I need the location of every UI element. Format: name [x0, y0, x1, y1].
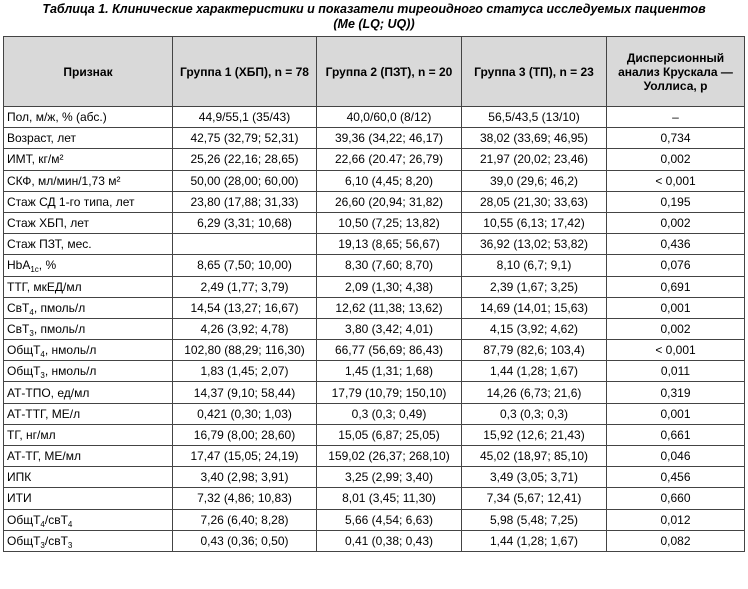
cell-group2: 40,0/60,0 (8/12) — [317, 107, 462, 128]
cell-group2: 8,30 (7,60; 8,70) — [317, 255, 462, 276]
cell-group1: 25,26 (22,16; 28,65) — [173, 149, 317, 170]
table-row — [4, 107, 745, 128]
cell-feature — [4, 340, 173, 361]
feature-unit: , нмоль/л — [44, 364, 97, 379]
cell-p-value: 0,002 — [607, 318, 745, 339]
table-row — [4, 170, 745, 191]
cell-group3: 1,44 (1,28; 1,67) — [462, 361, 607, 382]
cell-p-value: 0,002 — [607, 149, 745, 170]
table-row — [4, 149, 745, 170]
cell-feature — [4, 509, 173, 530]
cell-feature — [4, 530, 173, 551]
table-row — [4, 361, 745, 382]
feature-subscript: 4 — [67, 519, 73, 529]
cell-p-value: 0,456 — [607, 467, 745, 488]
cell-group3: 56,5/43,5 (13/10) — [462, 107, 607, 128]
feature-subscript: 3 — [40, 371, 45, 381]
cell-group1: 14,37 (9,10; 58,44) — [173, 382, 317, 403]
cell-group1: 23,80 (17,88; 31,33) — [173, 191, 317, 212]
cell-feature — [4, 403, 173, 424]
feature-subscript: 1c — [30, 265, 39, 275]
cell-group1: 7,26 (6,40; 8,28) — [173, 509, 317, 530]
cell-p-value: 0,195 — [607, 191, 745, 212]
cell-p-value: < 0,001 — [607, 340, 745, 361]
cell-feature — [4, 424, 173, 445]
cell-group2: 17,79 (10,79; 150,10) — [317, 382, 462, 403]
table-row — [4, 424, 745, 445]
cell-feature — [4, 297, 173, 318]
feature-label: АТ-ТГ, МЕ/мл — [7, 449, 82, 464]
feature-subscript: 3 — [40, 540, 45, 550]
cell-group2: 1,45 (1,31; 1,68) — [317, 361, 462, 382]
cell-group3: 5,98 (5,48; 7,25) — [462, 509, 607, 530]
cell-group1: 102,80 (88,29; 116,30) — [173, 340, 317, 361]
cell-group3: 45,02 (18,97; 85,10) — [462, 446, 607, 467]
clinical-characteristics-table — [3, 36, 745, 552]
feature-label: Возраст, лет — [7, 131, 76, 146]
cell-group2: 10,50 (7,25; 13,82) — [317, 212, 462, 233]
cell-feature — [4, 488, 173, 509]
feature-unit: /свТ — [44, 512, 68, 527]
feature-label: ОбщТ — [7, 512, 41, 527]
header-kruskal-wallis-p: Дисперсионный анализ Крускала — Уоллиса, p — [607, 37, 745, 107]
feature-subscript: 4 — [29, 307, 34, 317]
cell-group1: 50,00 (28,00; 60,00) — [173, 170, 317, 191]
feature-label: Пол, м/ж, % (абс.) — [7, 110, 107, 125]
table-row — [4, 191, 745, 212]
cell-p-value: 0,319 — [607, 382, 745, 403]
cell-p-value: 0,660 — [607, 488, 745, 509]
cell-group1 — [173, 234, 317, 255]
cell-p-value: < 0,001 — [607, 170, 745, 191]
cell-group1: 2,49 (1,77; 3,79) — [173, 276, 317, 297]
caption-title: Таблица 1. Клинические характеристики и показатели тиреоидного статуса исследуемых пациентов — [42, 2, 706, 16]
feature-unit: , % — [38, 258, 57, 273]
cell-group3: 39,0 (29,6; 46,2) — [462, 170, 607, 191]
table-row — [4, 276, 745, 297]
feature-label: ИМТ, кг/м² — [7, 152, 64, 167]
cell-feature — [4, 128, 173, 149]
cell-p-value: 0,661 — [607, 424, 745, 445]
cell-feature — [4, 234, 173, 255]
table-row — [4, 128, 745, 149]
cell-group2: 8,01 (3,45; 11,30) — [317, 488, 462, 509]
cell-feature — [4, 318, 173, 339]
feature-label: HbA — [7, 258, 31, 273]
feature-subscript: 4 — [40, 519, 45, 529]
feature-unit: , пмоль/л — [33, 321, 86, 336]
cell-group1: 8,65 (7,50; 10,00) — [173, 255, 317, 276]
caption-subtitle: (Me (LQ; UQ)) — [333, 17, 415, 31]
feature-label: ОбщТ — [7, 343, 41, 358]
header-group1: Группа 1 (ХБП), n = 78 — [173, 37, 317, 107]
cell-group2: 3,80 (3,42; 4,01) — [317, 318, 462, 339]
cell-group3: 28,05 (21,30; 33,63) — [462, 191, 607, 212]
table-caption — [0, 2, 748, 32]
cell-group1: 44,9/55,1 (35/43) — [173, 107, 317, 128]
cell-group2: 3,25 (2,99; 3,40) — [317, 467, 462, 488]
cell-feature — [4, 467, 173, 488]
table-body — [4, 107, 745, 552]
table-row — [4, 509, 745, 530]
feature-label: АТ-ТТГ, МЕ/л — [7, 406, 81, 421]
cell-group2: 2,09 (1,30; 4,38) — [317, 276, 462, 297]
cell-group1: 3,40 (2,98; 3,91) — [173, 467, 317, 488]
cell-group1: 6,29 (3,31; 10,68) — [173, 212, 317, 233]
cell-feature — [4, 191, 173, 212]
cell-feature — [4, 170, 173, 191]
cell-group1: 42,75 (32,79; 52,31) — [173, 128, 317, 149]
cell-group2: 19,13 (8,65; 56,67) — [317, 234, 462, 255]
table-row — [4, 212, 745, 233]
cell-feature — [4, 212, 173, 233]
feature-label: ОбщТ — [7, 364, 41, 379]
cell-feature — [4, 255, 173, 276]
feature-label: ИПК — [7, 470, 32, 485]
cell-group3: 10,55 (6,13; 17,42) — [462, 212, 607, 233]
header-group3: Группа 3 (ТП), n = 23 — [462, 37, 607, 107]
table-row — [4, 382, 745, 403]
cell-group2: 22,66 (20.47; 26,79) — [317, 149, 462, 170]
cell-group3: 14,69 (14,01; 15,63) — [462, 297, 607, 318]
cell-feature — [4, 149, 173, 170]
cell-group3: 8,10 (6,7; 9,1) — [462, 255, 607, 276]
cell-group1: 1,83 (1,45; 2,07) — [173, 361, 317, 382]
cell-group3: 3,49 (3,05; 3,71) — [462, 467, 607, 488]
feature-label: ТТГ, мкЕД/мл — [7, 279, 82, 294]
table-header-row — [4, 37, 745, 107]
cell-p-value: 0,076 — [607, 255, 745, 276]
feature-label: Стаж ХБП, лет — [7, 216, 90, 231]
cell-group3: 1,44 (1,28; 1,67) — [462, 530, 607, 551]
cell-group1: 4,26 (3,92; 4,78) — [173, 318, 317, 339]
cell-group1: 0,421 (0,30; 1,03) — [173, 403, 317, 424]
cell-feature — [4, 276, 173, 297]
cell-group1: 14,54 (13,27; 16,67) — [173, 297, 317, 318]
table-row — [4, 403, 745, 424]
cell-group3: 14,26 (6,73; 21,6) — [462, 382, 607, 403]
cell-group2: 5,66 (4,54; 6,63) — [317, 509, 462, 530]
table-row — [4, 234, 745, 255]
cell-p-value: 0,082 — [607, 530, 745, 551]
cell-p-value: 0,012 — [607, 509, 745, 530]
cell-group2: 6,10 (4,45; 8,20) — [317, 170, 462, 191]
cell-group3: 0,3 (0,3; 0,3) — [462, 403, 607, 424]
cell-group2: 15,05 (6,87; 25,05) — [317, 424, 462, 445]
feature-label: Стаж СД 1-го типа, лет — [7, 194, 135, 209]
header-group2: Группа 2 (ПЗТ), n = 20 — [317, 37, 462, 107]
cell-p-value: 0,001 — [607, 297, 745, 318]
cell-feature — [4, 446, 173, 467]
cell-p-value: 0,011 — [607, 361, 745, 382]
cell-p-value: 0,436 — [607, 234, 745, 255]
table-row — [4, 255, 745, 276]
cell-p-value: – — [607, 107, 745, 128]
feature-label: АТ-ТПО, ед/мл — [7, 385, 90, 400]
cell-feature — [4, 107, 173, 128]
cell-p-value: 0,002 — [607, 212, 745, 233]
cell-p-value: 0,046 — [607, 446, 745, 467]
feature-label: ОбщТ — [7, 533, 41, 548]
cell-group2: 0,41 (0,38; 0,43) — [317, 530, 462, 551]
feature-unit: /свТ — [44, 533, 68, 548]
feature-subscript: 4 — [40, 350, 45, 360]
cell-group1: 7,32 (4,86; 10,83) — [173, 488, 317, 509]
feature-label: ИТИ — [7, 491, 32, 506]
cell-group3: 21,97 (20,02; 23,46) — [462, 149, 607, 170]
header-feature: Признак — [4, 37, 173, 107]
feature-label: СвТ — [7, 300, 30, 315]
cell-group3: 87,79 (82,6; 103,4) — [462, 340, 607, 361]
cell-group1: 0,43 (0,36; 0,50) — [173, 530, 317, 551]
cell-group2: 12,62 (11,38; 13,62) — [317, 297, 462, 318]
cell-group2: 39,36 (34,22; 46,17) — [317, 128, 462, 149]
table-row — [4, 318, 745, 339]
cell-group1: 17,47 (15,05; 24,19) — [173, 446, 317, 467]
table-row — [4, 488, 745, 509]
feature-label: Стаж ПЗТ, мес. — [7, 237, 92, 252]
cell-p-value: 0,734 — [607, 128, 745, 149]
cell-feature — [4, 382, 173, 403]
feature-unit: , пмоль/л — [33, 300, 86, 315]
feature-unit: , нмоль/л — [44, 343, 97, 358]
table-row — [4, 530, 745, 551]
cell-group2: 66,77 (56,69; 86,43) — [317, 340, 462, 361]
cell-feature — [4, 361, 173, 382]
feature-subscript: 3 — [67, 540, 73, 550]
cell-group3: 7,34 (5,67; 12,41) — [462, 488, 607, 509]
cell-group3: 38,02 (33,69; 46,95) — [462, 128, 607, 149]
table-row — [4, 467, 745, 488]
feature-label: СвТ — [7, 321, 30, 336]
table-row — [4, 446, 745, 467]
cell-group3: 4,15 (3,92; 4,62) — [462, 318, 607, 339]
cell-p-value: 0,691 — [607, 276, 745, 297]
cell-group2: 0,3 (0,3; 0,49) — [317, 403, 462, 424]
cell-group3: 15,92 (12,6; 21,43) — [462, 424, 607, 445]
cell-group1: 16,79 (8,00; 28,60) — [173, 424, 317, 445]
feature-label: СКФ, мл/мин/1,73 м² — [7, 173, 121, 188]
cell-group2: 26,60 (20,94; 31,82) — [317, 191, 462, 212]
feature-subscript: 3 — [29, 328, 34, 338]
feature-label: ТГ, нг/мл — [7, 427, 56, 442]
cell-group2: 159,02 (26,37; 268,10) — [317, 446, 462, 467]
table-row — [4, 297, 745, 318]
cell-group3: 2,39 (1,67; 3,25) — [462, 276, 607, 297]
cell-p-value: 0,001 — [607, 403, 745, 424]
table-row — [4, 340, 745, 361]
cell-group3: 36,92 (13,02; 53,82) — [462, 234, 607, 255]
